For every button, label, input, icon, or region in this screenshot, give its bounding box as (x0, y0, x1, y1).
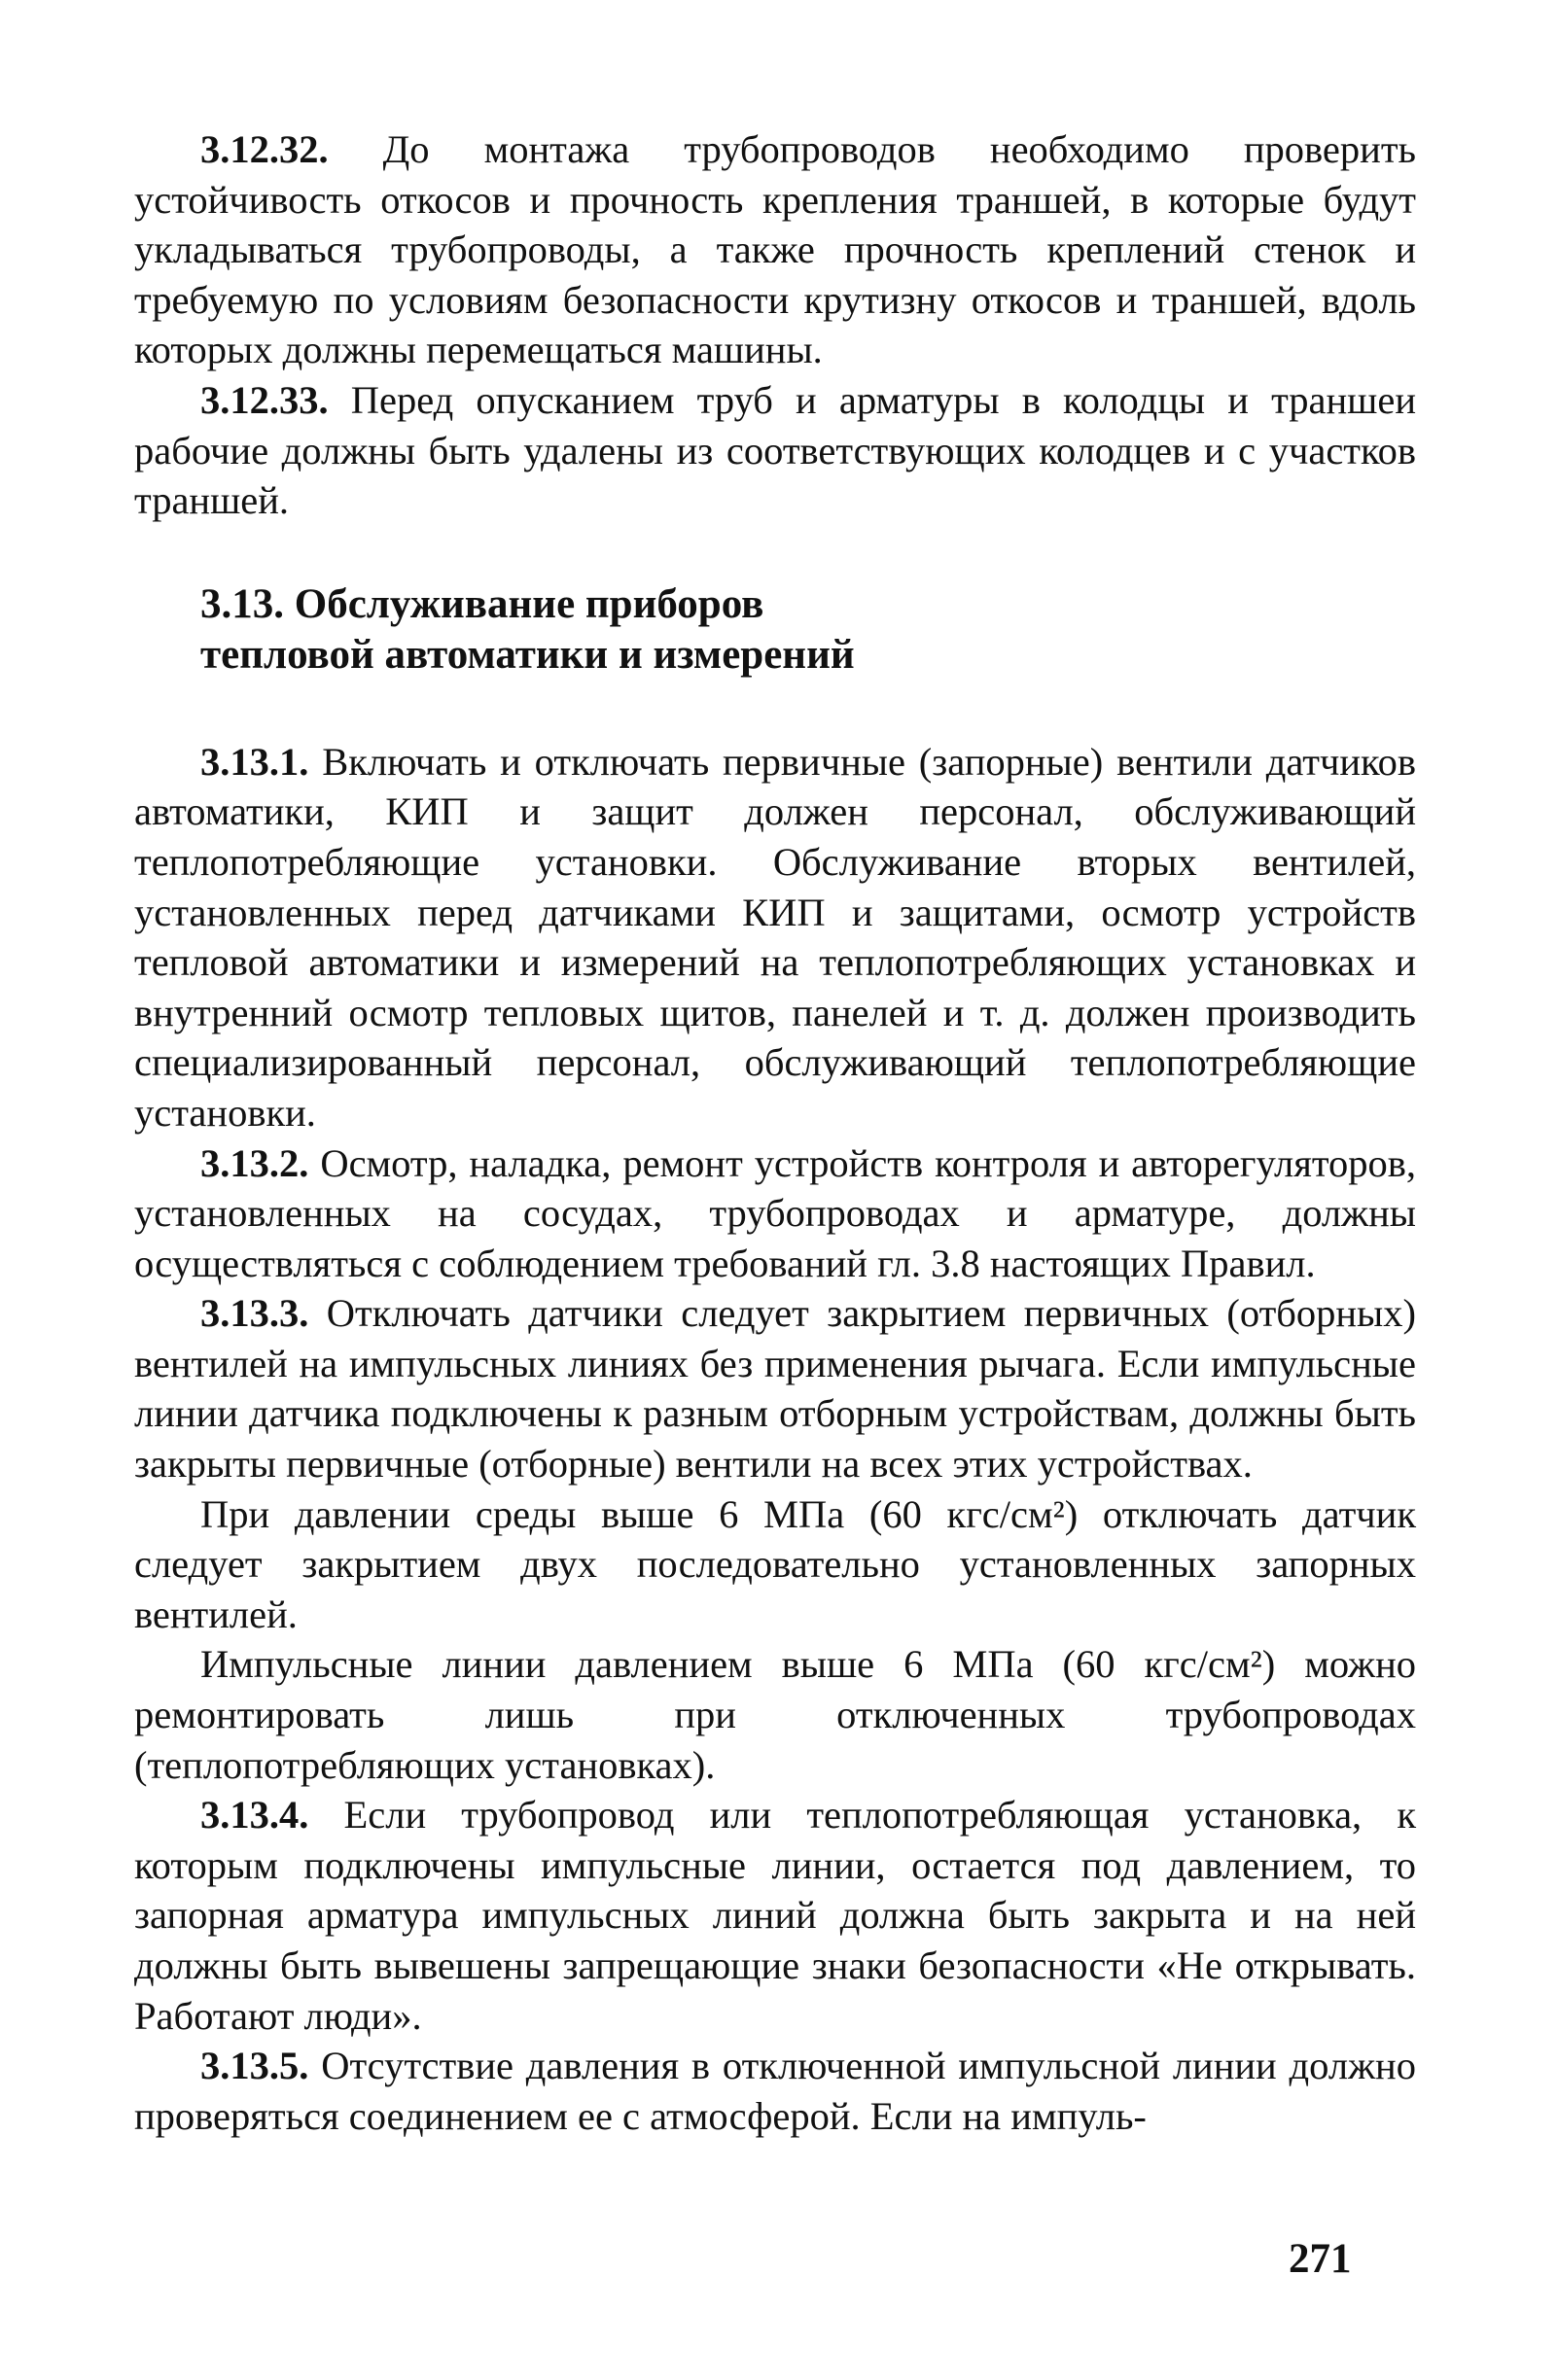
clause-text: Отключать датчики следует закрытием первичных (отборных) вентилей на импульсных линиях без применения рычага. Если импульсные линии датчика подключены к разным отборным устройствам, должны быть закрыты первичные (отборные) вентили на всех этих устройствах. (134, 1291, 1416, 1487)
clause-text: Если трубопровод или теплопотребляющая установка, к которым подключены импульсные линии, остается под давлением, то запорная арматура импульсных линий должна быть закрыта и на ней должны быть вывешены запрещающие знаки безопасности «Не открывать. Работают люди». (134, 1793, 1416, 2038)
page-number: 271 (1289, 2236, 1352, 2282)
paragraph-3-12-32 (134, 124, 1416, 375)
paragraph-3-12-33 (134, 375, 1416, 526)
clause-number: 3.12.32. (200, 127, 329, 171)
clause-number: 3.13.4. (200, 1793, 309, 1838)
clause-number: 3.13.5. (200, 2044, 309, 2088)
clause-text: До монтажа трубопроводов необходимо проверить устойчивость откосов и прочность крепления траншей, в которые будут укладываться трубопроводы, а также прочность креплений стенок и требуемую по условиям безопасности крутизну откосов и траншей, вдоль которых должны перемещаться машины. (134, 127, 1416, 372)
paragraph-pressure-6mpa (134, 1489, 1416, 1640)
paragraph-3-13-4 (134, 1790, 1416, 2041)
paragraph-3-13-3 (134, 1288, 1416, 1488)
clause-text: Осмотр, наладка, ремонт устройств контроля и авторегуляторов, установленных на сосудах, трубопроводах и арматуре, должны осуществляться с соблюдением требований гл. 3.8 настоящих Правил. (134, 1140, 1416, 1285)
section-heading-line-2: тепловой автоматики и измерений (200, 631, 855, 678)
clause-text: Перед опусканием труб и арматуры в колодцы и траншеи рабочие должны быть удалены из соответствующих колодцев и с участков траншей. (134, 377, 1416, 523)
clause-text: При давлении среды выше 6 МПа (60 кгс/см²) отключать датчик следует закрытием двух последовательно установленных запорных вентилей. (134, 1491, 1416, 1636)
paragraph-impulse-lines (134, 1639, 1416, 1790)
paragraph-3-13-1 (134, 737, 1416, 1138)
clause-text: Включать и отключать первичные (запорные) вентили датчиков автоматики, КИП и защит должен персонал, обслуживающий теплопотребляющие установки. Обслуживание вторых вентилей, установленных перед датчиками КИП и защитами, осмотр устройств тепловой автоматики и измерений на теплопотребляющих установках и внутренний осмотр тепловых щитов, панелей и т. д. должен производить специализированный персонал, обслуживающий теплопотребляющие установки. (134, 739, 1416, 1135)
clause-number: 3.12.33. (200, 377, 329, 422)
clause-number: 3.13.2. (200, 1140, 309, 1185)
clause-number: 3.13.1. (200, 739, 309, 784)
section-heading (200, 579, 1416, 681)
text-column (134, 124, 1416, 2141)
clause-text: Отсутствие давления в отключенной импульсной линии должно проверяться соединением ее с атмосферой. Если на импуль- (134, 2044, 1416, 2138)
clause-text: Импульсные линии давлением выше 6 МПа (60 кгс/см²) можно ремонтировать лишь при отключенных трубопроводах (теплопотребляющих установках). (134, 1642, 1416, 1787)
paragraph-3-13-5 (134, 2041, 1416, 2141)
section-heading-line-1: 3.13. Обслуживание приборов (200, 580, 764, 627)
clause-number: 3.13.3. (200, 1291, 309, 1336)
paragraph-3-13-2 (134, 1138, 1416, 1289)
